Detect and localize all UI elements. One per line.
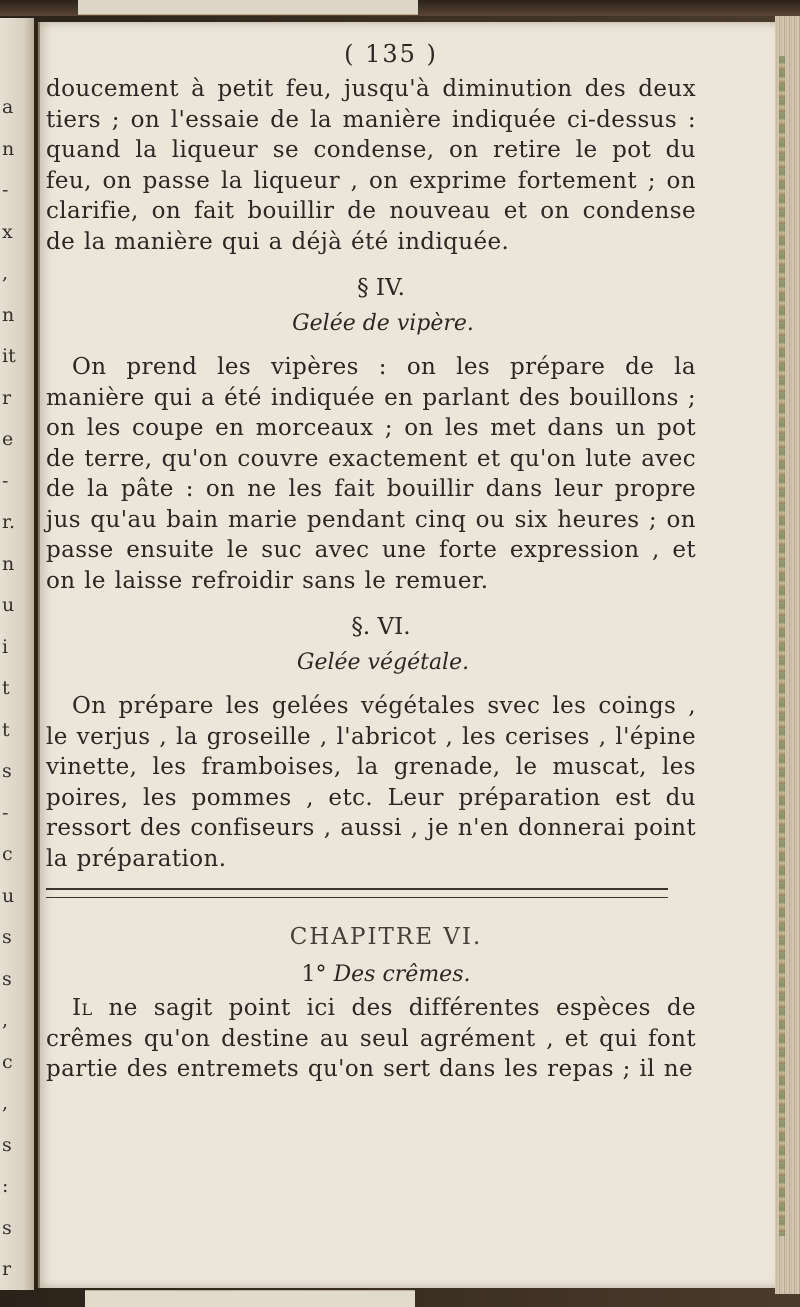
facing-page-fragment: , — [2, 262, 9, 284]
dropcap-word: Il — [72, 995, 93, 1021]
facing-page-fragment: s — [2, 926, 12, 948]
top-paper-strip — [78, 0, 418, 15]
page-number: ( 135 ) — [344, 40, 438, 68]
chapter-subheading — [46, 962, 696, 987]
facing-page-fragment: u — [2, 884, 15, 907]
cremes-text: ne sagit point ici des différentes espèces de crêmes qu'on destine au seul agrément , et qui font partie des entremets qu'on sert dans les repas ; il ne — [46, 995, 697, 1082]
section-mark-vi: §. VI. — [351, 614, 411, 640]
facing-page-fragment: r — [2, 1258, 12, 1280]
bottom-paper-strip — [85, 1290, 415, 1307]
facing-page-fragment: , — [2, 1092, 9, 1114]
facing-page-fragment: it — [2, 345, 16, 367]
facing-page-fragment: i — [2, 635, 9, 658]
facing-page-fragment: - — [2, 469, 9, 492]
facing-page-fragment: s — [2, 967, 12, 990]
vegetale-paragraph: On prépare les gelées végétales svec les coings , le verjus , la groseille , l'abricot , les cerises , l'épine vinette, les framboises, la grenade, le muscat, les poires, les pommes , etc. Leur préparation est du ressort des confiseurs , aussi , je n'en donnerai point la préparation. — [46, 693, 696, 872]
section-title-vegetale: Gelée végétale. — [296, 650, 470, 675]
subheading-number: 1° — [301, 962, 327, 987]
facing-page-fragment: - — [2, 179, 9, 201]
facing-page-fragment: s — [2, 1216, 12, 1239]
facing-page-fragment: u — [2, 594, 15, 616]
chapter-heading: CHAPITRE VI. — [289, 924, 483, 950]
facing-page-fragment: r — [2, 386, 12, 409]
facing-page-fragment: s — [2, 1133, 12, 1156]
facing-page-fragment: s — [2, 760, 12, 782]
facing-page-fragment: c — [2, 1050, 13, 1073]
facing-page-fragment: n — [2, 303, 15, 326]
chapter-divider-rule — [46, 888, 668, 898]
subheading-title: Des crêmes. — [333, 962, 471, 987]
facing-page-fragment: c — [2, 843, 13, 865]
page-text-block — [46, 40, 696, 1085]
vipere-paragraph: On prend les vipères : on les prépare de la manière qui a été indiquée en parlant des bouillons ; on les coupe en morceaux ; on les met dans un pot de terre, qu'on couvre exactement et qu'on lute avec de la pâte : on ne les fait bouillir dans leur propre jus qu'au bain marie pendant cinq ou six heures ; on passe ensuite le suc avec une forte expression , et on le laisse refroidir sans le remuer. — [46, 354, 696, 594]
facing-page-fragment: - — [2, 801, 9, 824]
facing-page-fragment: e — [2, 428, 14, 450]
section-mark-iv: § IV. — [357, 275, 405, 301]
facing-page-fragment: : — [2, 1175, 9, 1197]
facing-page-fragment: t — [2, 718, 10, 741]
facing-page-fragment: n — [2, 552, 15, 575]
facing-page-fragment: , — [2, 1009, 9, 1031]
cremes-paragraph — [46, 993, 696, 1085]
facing-page-fragment: t — [2, 677, 10, 699]
continuation-paragraph: doucement à petit feu, jusqu'à diminution des deux tiers ; on l'essaie de la manière indiquée ci-dessus : quand la liqueur se condense, on retire le pot du feu, on passe la liqueur , on exprime fortement ; on clarifie, on fait bouillir de nouveau et on condense de la manière qui a déjà été indiquée. — [46, 76, 696, 255]
section-title-vipere: Gelée de vipère. — [292, 311, 474, 336]
page-edges-right — [775, 16, 800, 1294]
facing-page-fragment: a — [2, 96, 14, 118]
facing-page-fragment: x — [2, 220, 13, 243]
facing-page-fragment: r. — [2, 511, 16, 533]
facing-page-fragment: n — [2, 137, 15, 160]
gutter-line — [38, 22, 40, 1288]
facing-page-edge — [0, 18, 34, 1290]
